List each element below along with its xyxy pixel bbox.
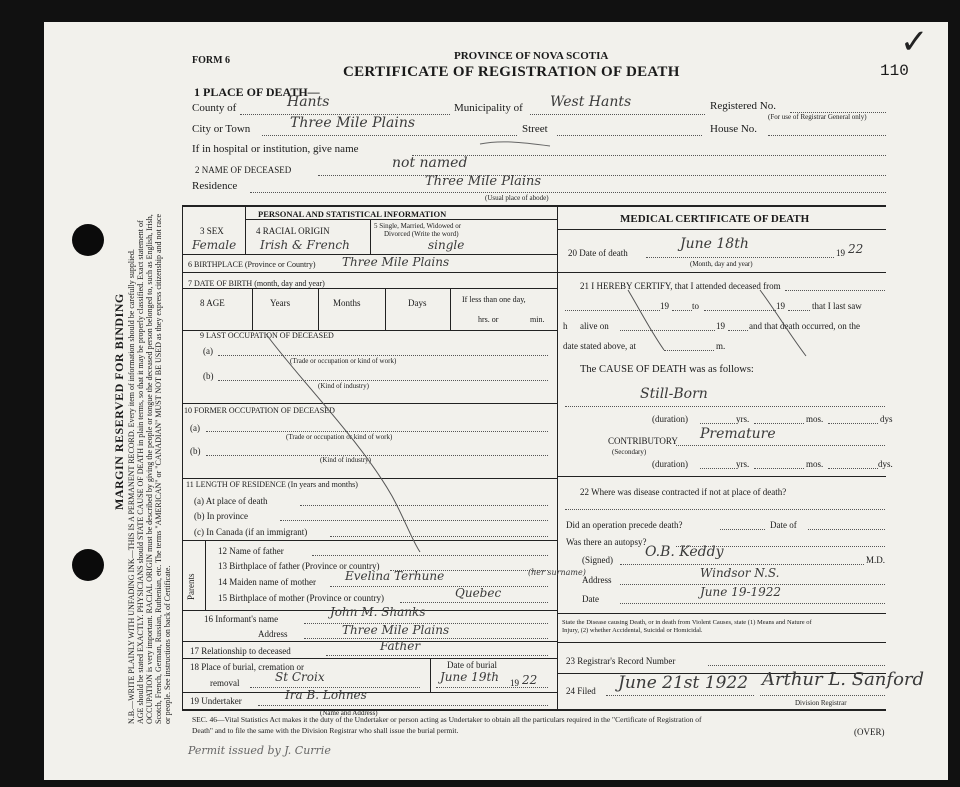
relationship-label: 17 Relationship to deceased [190, 646, 291, 656]
last-occupation-trade-note: (Trade or occupation or kind of work) [290, 357, 397, 365]
informant-address-label: Address [258, 629, 288, 639]
autopsy-label: Was there an autopsy? [566, 537, 647, 547]
former-occupation-trade-note: (Trade or occupation or kind of work) [286, 433, 393, 441]
cause-mos: mos. [806, 414, 824, 424]
last-occupation-label: 9 LAST OCCUPATION OF DECEASED [200, 331, 334, 340]
informant-name-value: John M. Shanks [330, 605, 426, 619]
dob-label: 7 DATE OF BIRTH (month, day and year) [188, 279, 325, 288]
street-label: Street [522, 123, 548, 135]
death-year-printed: 19 [836, 248, 845, 258]
last-occupation-industry-note: (Kind of industry) [318, 382, 369, 390]
former-occupation-a: (a) [190, 423, 200, 433]
contrib-dys: dys. [878, 459, 893, 469]
days-label: Days [408, 298, 427, 308]
former-occupation-b: (b) [190, 446, 201, 456]
last-occupation-a: (a) [203, 346, 213, 356]
min-label: min. [530, 315, 545, 324]
certify-19b: 19 [776, 301, 785, 311]
contributory-note: (Secondary) [612, 448, 647, 456]
contributory-label: CONTRIBUTORY [608, 436, 678, 446]
residence-note: (Usual place of abode) [485, 194, 549, 202]
certify-line-1: 21 I HEREBY CERTIFY, that I attended deceased from [580, 281, 781, 291]
mother-birthplace-value: Quebec [455, 586, 502, 600]
death-year-written: 22 [848, 242, 864, 256]
margin-instruction-1: N.B.—WRITE PLAINLY WITH UNFADING INK—THIS IS A PERMANENT RECORD. Every item of information should be carefully supplied. [127, 249, 136, 724]
certify-death-occurred: and that death occurred, on the [749, 321, 860, 331]
months-label: Months [333, 298, 361, 308]
informant-address-value: Three Mile Plains [342, 623, 450, 637]
contrib-yrs: yrs. [736, 459, 750, 469]
personal-heading: PERSONAL AND STATISTICAL INFORMATION [258, 209, 447, 219]
mother-birthplace-label: 15 Birthplace of mother (Province or country) [218, 593, 384, 603]
marital-label-1: 5 Single, Married, Widowed or [374, 222, 462, 230]
municipality-label: Municipality of [454, 102, 523, 114]
registered-no-label: Registered No. [710, 100, 776, 112]
q22-label: 22 Where was disease contracted if not at place of death? [580, 487, 787, 497]
municipality-value: West Hants [550, 94, 632, 110]
registrar-signature: Arthur L. Sanford [762, 669, 925, 690]
sec46-line-2: Death" and to file the same with the Division Registrar who shall issue the burial permit. [192, 726, 459, 735]
md-label: M.D. [866, 555, 886, 565]
margin-instruction-2: AGE should be stated EXACTLY. PHYSICIANS should STATE CAUSE OF DEATH in plain terms, so that it may be properly classified. Exact statement of [136, 220, 145, 724]
margin-instruction-5: or people. See instructions on back of Certificate. [163, 565, 172, 724]
death-date-value: June 18th [680, 236, 749, 252]
filed-value: June 21st 1922 [618, 673, 749, 693]
county-value: Hants [287, 94, 330, 110]
contributory-value: Premature [700, 426, 776, 442]
marital-value: single [428, 238, 465, 252]
hrs-label: hrs. or [478, 315, 499, 324]
certify-date-stated: date stated above, at [563, 341, 636, 351]
permit-note: Permit issued by J. Currie [188, 744, 331, 757]
division-registrar-note: Division Registrar [795, 699, 847, 707]
state-disease-note-2: Injury, (2) whether Accidental, Suicidal or Homicidal. [562, 627, 703, 634]
racial-value: Irish & French [260, 238, 350, 252]
cause-yrs: yrs. [736, 414, 750, 424]
filed-label: 24 Filed [566, 686, 596, 696]
city-label: City or Town [192, 123, 251, 135]
contrib-duration-label: (duration) [652, 459, 688, 469]
cause-label: The CAUSE OF DEATH was as follows: [580, 364, 754, 375]
burial-date-value: June 19th [440, 670, 500, 684]
medical-heading: MEDICAL CERTIFICATE OF DEATH [620, 213, 810, 225]
province-heading: PROVINCE OF NOVA SCOTIA [454, 50, 609, 62]
marital-label-2: Divorced (Write the word) [384, 230, 459, 238]
birthplace-label: 6 BIRTHPLACE (Province or Country) [188, 260, 316, 269]
cause-duration-label: (duration) [652, 414, 688, 424]
informant-name-label: 16 Informant's name [204, 614, 279, 624]
death-date-note: (Month, day and year) [690, 260, 753, 268]
sex-label: 3 SEX [200, 226, 224, 236]
medical-address-value: Windsor N.S. [700, 566, 780, 580]
burial-place-value: St Croix [275, 670, 325, 684]
medical-address-label: Address [582, 575, 612, 585]
residence-label: Residence [192, 180, 238, 192]
hospital-label: If in hospital or institution, give name [192, 143, 359, 155]
burial-year-written: 22 [522, 673, 538, 687]
cause-dys: dys [880, 414, 893, 424]
margin-instruction-3: OCCUPATION is very important. RACIAL ORIGIN must be described by giving the people or tongue the deceased person belonged to, such as English, Irish, [145, 214, 154, 724]
birthplace-value: Three Mile Plains [342, 255, 450, 269]
mother-name-label: 14 Maiden name of mother [218, 577, 316, 587]
signed-label: (Signed) [582, 555, 613, 565]
certify-19c: 19 [716, 321, 725, 331]
undertaker-value: Ira B. Lohnes [285, 688, 367, 702]
name-of-deceased-value: not named [392, 155, 468, 171]
former-occupation-label: 10 FORMER OCCUPATION OF DECEASED [184, 406, 335, 415]
burial-place-label-2: removal [210, 678, 240, 688]
sec46-line-1: SEC. 46—Vital Statistics Act makes it the duty of the Undertaker or person acting as Undertaker to obtain all the particulars required in the "Certificate of Registration of [192, 715, 702, 724]
burial-date-label: Date of burial [447, 660, 497, 670]
signed-value: O.B. Keddy [645, 544, 724, 560]
operation-label: Did an operation precede death? [566, 520, 683, 530]
margin-binding-label: MARGIN RESERVED FOR BINDING [112, 293, 126, 510]
house-no-label: House No. [710, 123, 758, 135]
operation-date-label: Date of [770, 520, 797, 530]
burial-year-printed: 19 [510, 678, 519, 688]
sex-value: Female [192, 238, 237, 252]
place-of-death-heading: 1 PLACE OF DEATH— [194, 85, 320, 99]
certify-19a: 19 [660, 301, 669, 311]
certify-m: m. [716, 341, 726, 351]
burial-place-label-1: 18 Place of burial, cremation or [190, 662, 304, 672]
father-birthplace-label: 13 Birthplace of father (Province or country) [218, 561, 380, 571]
state-disease-note-1: State the Disease causing Death, or in death from Violent Causes, state (1) Means and Nature of [562, 619, 812, 626]
certify-h: h [563, 321, 568, 331]
age-label: 8 AGE [200, 298, 225, 308]
years-label: Years [270, 298, 291, 308]
father-name-label: 12 Name of father [218, 546, 284, 556]
undertaker-note: (Name and Address) [320, 709, 378, 717]
certificate-title: CERTIFICATE OF REGISTRATION OF DEATH [343, 64, 680, 80]
cause-value: Still-Born [640, 386, 708, 402]
contrib-mos: mos. [806, 459, 824, 469]
residence-at-place: (a) At place of death [194, 496, 268, 506]
last-occupation-b: (b) [203, 371, 214, 381]
registrar-use-note: (For use of Registrar General only) [768, 113, 867, 121]
form-number: FORM 6 [192, 55, 231, 66]
city-value: Three Mile Plains [290, 115, 416, 131]
certify-to: to [692, 301, 700, 311]
less-than-day-label: If less than one day, [462, 295, 526, 304]
relationship-value: Father [380, 639, 421, 653]
death-date-label: 20 Date of death [568, 248, 628, 258]
undertaker-label: 19 Undertaker [190, 696, 242, 706]
margin-instruction-4: Scotch, French, German, Russian, Ruthenian, etc. The terms "AMERICAN" or "CANADIAN" MUST NOT BE USED as they express citizenship and not race [154, 213, 163, 724]
medical-date-value: June 19-1922 [700, 585, 782, 599]
certify-alive-on: alive on [580, 321, 609, 331]
mother-name-aside: (her surname) [528, 568, 586, 577]
residence-length-heading: 11 LENGTH OF RESIDENCE (In years and months) [186, 480, 358, 489]
parents-side-label: Parents [186, 573, 196, 600]
medical-date-label: Date [582, 594, 599, 604]
certify-last-saw: that I last saw [812, 301, 862, 311]
residence-in-province: (b) In province [194, 511, 248, 521]
check-mark: ✓ [900, 22, 929, 62]
former-occupation-industry-note: (Kind of industry) [320, 456, 371, 464]
over-label: (OVER) [854, 727, 885, 737]
racial-label: 4 RACIAL ORIGIN [256, 226, 330, 236]
record-number-label: 23 Registrar's Record Number [566, 656, 676, 666]
mother-name-value: Evelina Terhune [345, 569, 445, 583]
registration-number: 110 [880, 62, 909, 80]
residence-in-canada: (c) In Canada (if an immigrant) [194, 527, 308, 537]
residence-value: Three Mile Plains [425, 174, 542, 189]
name-of-deceased-label: 2 NAME OF DECEASED [195, 165, 292, 175]
county-label: County of [192, 102, 237, 114]
